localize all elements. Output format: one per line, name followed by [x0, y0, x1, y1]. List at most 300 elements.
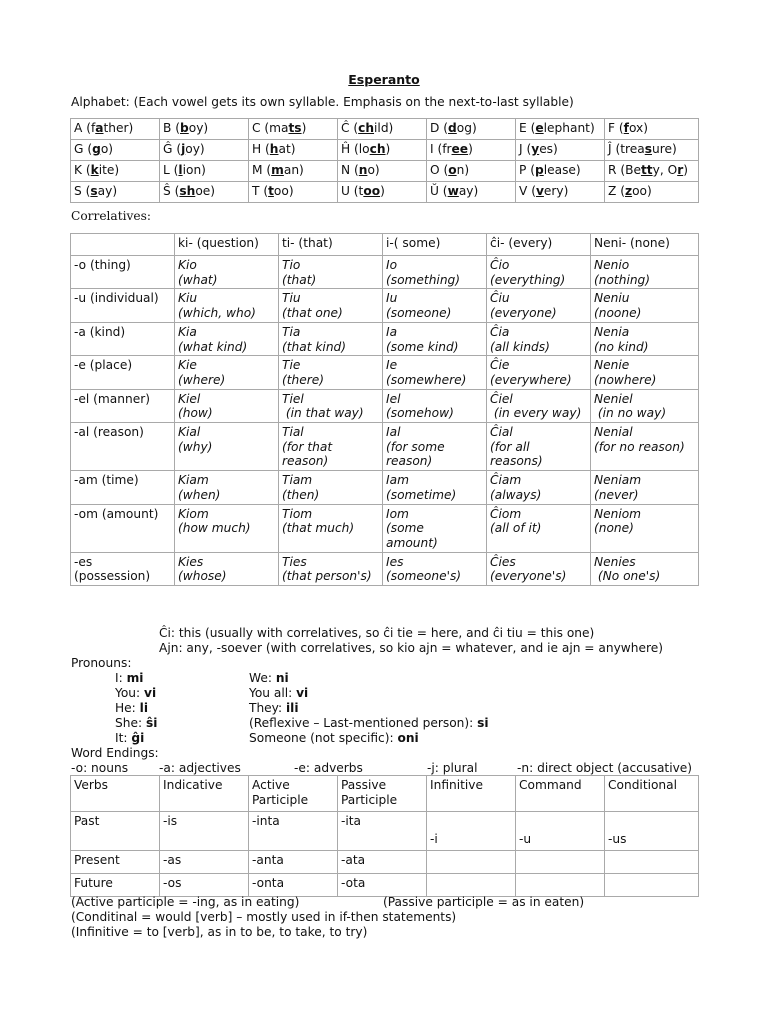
correlative-cell: [591, 322, 699, 355]
row-label: [71, 322, 175, 355]
correlative-cell: [487, 322, 591, 355]
letter-text: ion): [182, 163, 206, 177]
alphabet-cell: [516, 182, 605, 203]
sound-highlight: ch: [369, 142, 386, 156]
correlative-word: Iom: [386, 506, 409, 521]
verbs-header: [427, 776, 516, 812]
letter-text: og): [456, 121, 477, 135]
label-line: -el (manner): [74, 391, 150, 406]
correlative-cell: [487, 289, 591, 322]
letter-text: L (: [163, 163, 179, 177]
row-label: [71, 389, 175, 422]
correlatives-header: [71, 234, 175, 256]
correlative-meaning: (there): [282, 372, 325, 387]
verbs-header: [338, 776, 427, 812]
verbs-cell: [605, 812, 699, 851]
sound-highlight: w: [447, 184, 459, 198]
header-line: Active: [252, 778, 290, 792]
pronoun-word: li: [139, 701, 149, 715]
correlative-cell: [487, 256, 591, 289]
letter-text: o): [367, 163, 380, 177]
pronoun-word: vi: [144, 686, 157, 700]
correlative-word: Tie: [282, 358, 301, 373]
letter-text: Ŝ (: [163, 184, 180, 198]
correlative-cell: [383, 471, 487, 504]
letter-text: ery): [543, 184, 569, 198]
correlative-meaning: (whose): [178, 569, 227, 584]
pronoun-line: [115, 686, 157, 701]
correlative-meaning: (in every way): [490, 406, 582, 421]
correlative-meaning: (No one's): [594, 569, 661, 584]
note-ci: Ĉi: this (usually with correlatives, so ĉi tie = here, and ĉi tiu = this one): [159, 626, 595, 640]
correlative-word: Kiu: [178, 291, 198, 306]
correlative-cell: [279, 504, 383, 552]
sound-highlight: ee: [451, 142, 469, 156]
pronoun-line: [115, 671, 157, 686]
correlative-cell: [279, 389, 383, 422]
correlative-word: Ĉia: [490, 324, 510, 339]
label-line: -o (thing): [74, 258, 131, 272]
letter-text: lease): [543, 163, 581, 177]
footnote-active: (Active participle = -ing, as in eating): [71, 895, 300, 909]
verbs-cell: [71, 812, 160, 851]
correlatives-header: [591, 234, 699, 256]
correlative-word: Tio: [282, 258, 301, 272]
letter-text: M (: [252, 163, 272, 177]
sound-highlight: t: [268, 184, 274, 198]
sound-highlight: ts: [288, 121, 302, 135]
correlative-meaning: (in no way): [594, 406, 667, 421]
alphabet-cell: [71, 161, 160, 182]
letter-text: y, O: [652, 163, 678, 177]
correlative-cell: [383, 389, 487, 422]
correlatives-row: [71, 504, 699, 552]
sound-highlight: y: [531, 142, 540, 156]
correlative-meaning: (what): [178, 272, 218, 287]
correlative-cell: [591, 504, 699, 552]
correlative-word: Ĉiu: [490, 291, 510, 306]
correlative-meaning: amount): [386, 535, 438, 550]
letter-text: C (ma: [252, 121, 289, 135]
alphabet-cell: [338, 161, 427, 182]
sound-highlight: oo: [363, 184, 381, 198]
correlatives-header: [279, 234, 383, 256]
correlative-cell: [487, 389, 591, 422]
pronoun-line: [249, 731, 489, 746]
pronoun-word: ili: [285, 701, 299, 715]
letter-text: S (: [74, 184, 91, 198]
letter-text: oo): [632, 184, 652, 198]
verbs-cell: [427, 851, 516, 874]
letter-text: K (: [74, 163, 91, 177]
correlative-word: Neniel: [594, 391, 633, 406]
pronoun-word: ĝi: [131, 731, 145, 745]
pronoun-label: Someone (not specific):: [249, 731, 398, 745]
correlative-meaning: (then): [282, 487, 320, 502]
correlative-meaning: (which, who): [178, 306, 256, 321]
correlative-meaning: (for no reason): [594, 439, 685, 454]
note-ajn: Ajn: any, -soever (with correlatives, so kio ajn = whatever, and ie ajn = anywhere): [159, 641, 663, 655]
correlative-word: Kia: [178, 324, 197, 339]
correlatives-row: [71, 256, 699, 289]
ending-accusative: -n: direct object (accusative): [517, 761, 693, 775]
correlative-meaning: (all of it): [490, 521, 542, 536]
alphabet-intro: Alphabet: (Each vowel gets its own syllable. Emphasis on the next-to-last syllable): [71, 95, 574, 109]
verbs-cell: [605, 851, 699, 874]
sound-highlight: o: [448, 163, 457, 177]
correlative-cell: [175, 552, 279, 585]
letter-text: F (: [608, 121, 624, 135]
correlative-cell: [487, 504, 591, 552]
sound-highlight: f: [623, 121, 629, 135]
letter-text: A (f: [74, 121, 96, 135]
correlative-meaning: (some kind): [386, 339, 459, 354]
ending-noun: -o: nouns: [71, 761, 129, 775]
pronoun-label: (Reflexive – Last-mentioned person):: [249, 716, 478, 730]
verbs-cell: [516, 812, 605, 851]
letter-text: oy): [185, 142, 205, 156]
alphabet-cell: [338, 182, 427, 203]
verbs-header: [160, 776, 249, 812]
correlative-meaning: (everything): [490, 272, 566, 287]
alphabet-cell: [160, 161, 249, 182]
correlative-word: Tial: [282, 425, 304, 440]
verbs-row: [71, 874, 699, 897]
correlative-cell: [383, 552, 487, 585]
correlative-meaning: reason): [386, 454, 433, 469]
verb-form: -os: [163, 876, 182, 890]
letter-text: H (: [252, 142, 270, 156]
sound-highlight: n: [358, 163, 368, 177]
correlative-cell: [383, 423, 487, 471]
alphabet-cell: [427, 161, 516, 182]
correlatives-row: [71, 289, 699, 322]
correlatives-label: Correlatives:: [71, 209, 151, 223]
alphabet-cell: [249, 182, 338, 203]
correlative-word: Tiel: [282, 391, 304, 406]
correlative-word: Kies: [178, 554, 204, 569]
correlative-cell: [279, 423, 383, 471]
label-line: -e (place): [74, 358, 133, 373]
alphabet-cell: [160, 140, 249, 161]
letter-text: O (: [430, 163, 449, 177]
letter-text: R (Be: [608, 163, 641, 177]
verbs-cell: [249, 812, 338, 851]
header-line: Participle: [252, 792, 309, 807]
correlative-word: Ties: [282, 554, 307, 569]
letter-text: ): [468, 142, 473, 156]
sound-highlight: b: [180, 121, 189, 135]
sound-highlight: s: [644, 142, 652, 156]
header-text: i-( some): [386, 236, 441, 250]
correlative-cell: [383, 289, 487, 322]
correlative-cell: [591, 423, 699, 471]
header-text: Neni- (none): [594, 236, 670, 250]
letter-text: G (: [74, 142, 93, 156]
correlative-meaning: (that kind): [282, 339, 347, 354]
correlative-meaning: (always): [490, 487, 542, 502]
correlative-word: Iam: [386, 473, 409, 488]
sound-highlight: ch: [358, 121, 375, 135]
alphabet-cell: [427, 119, 516, 140]
sound-highlight: s: [90, 184, 98, 198]
correlatives-row: [71, 356, 699, 389]
correlative-cell: [279, 289, 383, 322]
ending-adverb: -e: adverbs: [294, 761, 363, 775]
verb-form: -anta: [252, 853, 284, 867]
verb-form: -ita: [341, 814, 362, 828]
verb-form: -i: [430, 832, 438, 847]
verbs-cell: [338, 874, 427, 897]
correlatives-row: [71, 471, 699, 504]
correlative-word: Kial: [178, 425, 201, 440]
alphabet-cell: [427, 182, 516, 203]
alphabet-cell: [249, 119, 338, 140]
correlative-cell: [591, 471, 699, 504]
correlative-cell: [487, 471, 591, 504]
correlatives-row: [71, 322, 699, 355]
label-line: -u (individual): [74, 291, 159, 306]
letter-text: Z (: [608, 184, 625, 198]
correlative-cell: [175, 289, 279, 322]
letter-text: I (fr: [430, 142, 452, 156]
footnote-passive: (Passive participle = as in eaten): [383, 895, 585, 909]
letter-text: Ĥ (lo: [341, 142, 370, 156]
ending-plural: -j: plural: [427, 761, 478, 775]
correlatives-header-row: [71, 234, 699, 256]
letter-text: an): [283, 163, 304, 177]
correlative-meaning: (everywhere): [490, 372, 572, 387]
correlatives-header: [175, 234, 279, 256]
footnote-infinitive: (Infinitive = to [verb], as in to be, to take, to try): [71, 925, 368, 939]
correlative-cell: [591, 552, 699, 585]
row-label: [71, 289, 175, 322]
alphabet-row: [71, 161, 699, 182]
correlative-meaning: reasons): [490, 454, 543, 469]
correlative-meaning: (nothing): [594, 272, 651, 287]
correlatives-header: [487, 234, 591, 256]
correlative-meaning: (noone): [594, 306, 642, 321]
ending-adjective: -a: adjectives: [159, 761, 241, 775]
correlative-meaning: (everyone's): [490, 569, 567, 584]
letter-text: lephant): [543, 121, 595, 135]
verbs-cell: [160, 812, 249, 851]
letter-text: ): [301, 121, 307, 135]
pronouns-plural: [249, 671, 489, 746]
correlative-meaning: (somewhere): [386, 372, 467, 387]
correlative-cell: [487, 356, 591, 389]
correlatives-row: [71, 423, 699, 471]
letter-text: ox): [628, 121, 649, 135]
verbs-cell: [71, 874, 160, 897]
alphabet-cell: [71, 140, 160, 161]
header-line: Participle: [341, 792, 398, 807]
pronoun-line: [115, 716, 157, 731]
correlative-meaning: (somehow): [386, 406, 454, 421]
correlative-meaning: (what kind): [178, 339, 248, 354]
alphabet-row: [71, 119, 699, 140]
pronoun-label: We:: [249, 671, 276, 685]
correlative-word: Ĉiom: [490, 506, 522, 521]
correlative-word: Kiom: [178, 506, 209, 521]
letter-text: oy): [188, 121, 209, 135]
correlative-meaning: (why): [178, 439, 213, 454]
correlative-cell: [175, 504, 279, 552]
correlative-meaning: (that): [282, 272, 317, 287]
sound-highlight: tt: [640, 163, 653, 177]
alphabet-cell: [338, 119, 427, 140]
correlative-word: Nenia: [594, 324, 630, 339]
alphabet-row: [71, 140, 699, 161]
verb-form: -inta: [252, 814, 280, 828]
correlative-word: Nenies: [594, 554, 636, 569]
verbs-row: [71, 812, 699, 851]
correlatives-table: [70, 233, 699, 586]
letter-text: ): [385, 142, 391, 156]
correlative-cell: [487, 423, 591, 471]
correlative-word: Kiel: [178, 391, 201, 406]
correlative-meaning: (someone): [386, 306, 452, 321]
word-endings-label: Word Endings:: [71, 746, 159, 760]
correlative-meaning: (no kind): [594, 339, 649, 354]
correlative-word: Tia: [282, 324, 301, 339]
row-label: [71, 423, 175, 471]
correlative-cell: [487, 552, 591, 585]
correlative-word: Ĉio: [490, 258, 510, 272]
correlative-cell: [383, 256, 487, 289]
verb-form: -onta: [252, 876, 285, 890]
alphabet-cell: [160, 182, 249, 203]
letter-text: n): [456, 163, 470, 177]
letter-text: es): [539, 142, 558, 156]
alphabet-cell: [605, 140, 699, 161]
sound-highlight: sh: [179, 184, 196, 198]
correlative-word: Neniu: [594, 291, 630, 306]
correlative-cell: [175, 256, 279, 289]
correlative-meaning: (for that: [282, 439, 333, 454]
correlative-word: Ĉies: [490, 554, 516, 569]
correlative-meaning: (for some: [386, 439, 445, 454]
row-label: [71, 552, 175, 585]
verbs-cell: [249, 851, 338, 874]
pronoun-word: mi: [126, 671, 144, 685]
correlative-word: Neniom: [594, 506, 642, 521]
correlative-word: Ĉie: [490, 358, 510, 373]
letter-text: ure): [651, 142, 677, 156]
correlative-cell: [591, 389, 699, 422]
letter-text: ay): [458, 184, 479, 198]
verb-form: -is: [163, 814, 178, 828]
pronoun-word: ni: [275, 671, 289, 685]
correlatives-header: [383, 234, 487, 256]
pronoun-line: [115, 731, 157, 746]
alphabet-cell: [71, 119, 160, 140]
alphabet-cell: [160, 119, 249, 140]
verbs-header-row: [71, 776, 699, 812]
sound-highlight: z: [624, 184, 633, 198]
pronoun-line: [249, 686, 489, 701]
correlative-word: Ies: [386, 554, 404, 569]
alphabet-cell: [605, 119, 699, 140]
verbs-header: [516, 776, 605, 812]
pronoun-line: [249, 716, 489, 731]
correlative-word: Io: [386, 258, 398, 272]
page-title: Esperanto: [348, 72, 420, 87]
sound-highlight: k: [90, 163, 99, 177]
pronoun-word: ŝi: [145, 716, 158, 730]
correlative-cell: [175, 356, 279, 389]
correlative-word: Tiom: [282, 506, 313, 521]
correlative-word: Kio: [178, 258, 197, 272]
verbs-cell: [427, 874, 516, 897]
alphabet-table: [70, 118, 699, 203]
label-line: (possession): [74, 569, 151, 584]
correlative-meaning: (none): [594, 521, 634, 536]
verb-form: -u: [519, 832, 532, 847]
letter-text: ay): [97, 184, 118, 198]
alphabet-cell: [71, 182, 160, 203]
correlative-meaning: (that much): [282, 521, 355, 536]
row-label: [71, 256, 175, 289]
verbs-cell: [249, 874, 338, 897]
correlative-cell: [279, 552, 383, 585]
sound-highlight: p: [534, 163, 544, 177]
correlative-cell: [591, 289, 699, 322]
correlative-word: Iu: [386, 291, 398, 306]
header-line: Verbs: [74, 778, 108, 792]
verbs-cell: [338, 812, 427, 851]
header-text: ki- (question): [178, 236, 259, 250]
sound-highlight: r: [677, 163, 684, 177]
letter-text: E (: [519, 121, 536, 135]
header-text: ti- (that): [282, 236, 333, 250]
header-text: ĉi- (every): [490, 236, 553, 250]
pronouns-label: Pronouns:: [71, 656, 132, 670]
correlative-meaning: (for all: [490, 439, 530, 454]
correlative-cell: [383, 356, 487, 389]
verbs-header: [71, 776, 160, 812]
alphabet-cell: [516, 161, 605, 182]
label-line: -am (time): [74, 473, 139, 488]
pronoun-line: [115, 701, 157, 716]
header-line: Indicative: [163, 778, 223, 792]
letter-text: Ŭ (: [430, 184, 448, 198]
correlative-word: Kiam: [178, 473, 209, 488]
correlative-word: Ĉiel: [490, 391, 513, 406]
correlative-word: Nenial: [594, 425, 633, 440]
letter-text: ite): [98, 163, 120, 177]
pronoun-label: She:: [115, 716, 146, 730]
sound-highlight: g: [92, 142, 101, 156]
verbs-cell: [71, 851, 160, 874]
correlative-word: Tiam: [282, 473, 313, 488]
letter-text: o): [100, 142, 114, 156]
correlative-cell: [279, 356, 383, 389]
correlative-cell: [279, 322, 383, 355]
correlative-cell: [383, 322, 487, 355]
correlative-word: Ĉiam: [490, 473, 522, 488]
sound-highlight: l: [178, 163, 183, 177]
correlative-meaning: (some: [386, 521, 424, 536]
verbs-cell: [160, 874, 249, 897]
alphabet-row: [71, 182, 699, 203]
correlative-meaning: (nowhere): [594, 372, 657, 387]
pronoun-line: [249, 701, 489, 716]
pronoun-label: You all:: [249, 686, 297, 700]
verb-form: Past: [74, 814, 100, 828]
verbs-cell: [160, 851, 249, 874]
verb-form: -ota: [341, 876, 366, 890]
